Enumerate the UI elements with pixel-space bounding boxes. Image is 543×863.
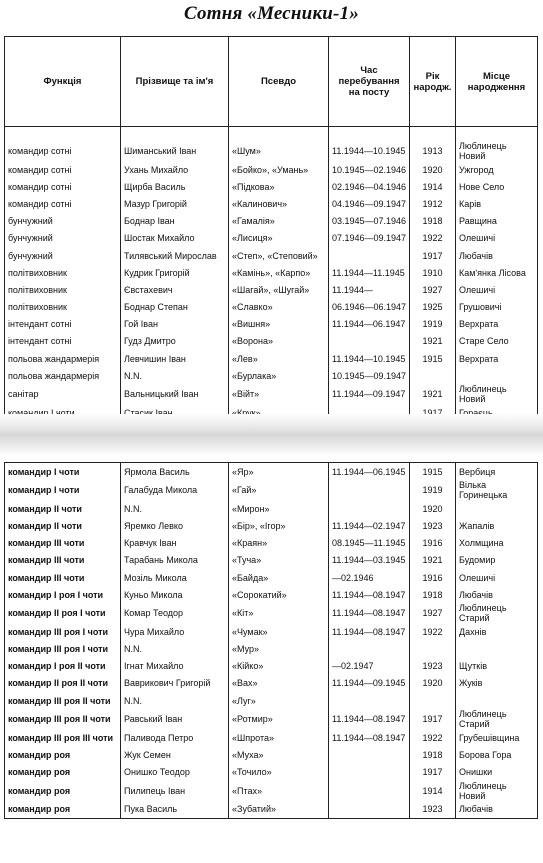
cell-birthplace: Вілька Горинецька <box>456 480 538 500</box>
cell-function: командир ІІІ чоти <box>5 535 121 552</box>
cell-birthplace: Вербиця <box>456 463 538 481</box>
cell-tenure <box>329 692 410 709</box>
cell-birth-year: 1925 <box>410 299 456 316</box>
table-row <box>5 552 538 569</box>
cell-alias: «Сорокатий» <box>229 586 329 603</box>
cell-birthplace: Онишки <box>456 764 538 781</box>
cell-function: командир роя <box>5 801 121 819</box>
cell-birth-year: 1919 <box>410 480 456 500</box>
cell-birth-year: 1918 <box>410 213 456 230</box>
cell-birthplace: Любачів <box>456 586 538 603</box>
cell-birth-year: 1914 <box>410 781 456 801</box>
cell-alias: «Бір», «Ігор» <box>229 517 329 534</box>
cell-birth-year: 1920 <box>410 500 456 517</box>
cell-alias: «Вишня» <box>229 316 329 333</box>
cell-birthplace: Нове Село <box>456 178 538 195</box>
cell-alias: «Вах» <box>229 675 329 692</box>
cell-function: командир сотні <box>5 178 121 195</box>
cell-alias: «Бурлака» <box>229 367 329 384</box>
cell-birth-year: 1910 <box>410 264 456 281</box>
cell-birth-year: 1918 <box>410 746 456 763</box>
cell-function: бунчужний <box>5 247 121 264</box>
table-row <box>5 764 538 781</box>
cell-birth-year: 1917 <box>410 764 456 781</box>
cell-birthplace: Люблинець Новий <box>456 384 538 404</box>
cell-birthplace: Карів <box>456 195 538 212</box>
cell-function: політвиховник <box>5 264 121 281</box>
cell-tenure <box>329 746 410 763</box>
cell-alias: «Байда» <box>229 569 329 586</box>
cell-birth-year <box>410 641 456 658</box>
cell-birth-year: 1921 <box>410 384 456 404</box>
cell-birth-year: 1914 <box>410 178 456 195</box>
cell-function: командир сотні <box>5 195 121 212</box>
cell-alias: «Луг» <box>229 692 329 709</box>
table-row <box>5 586 538 603</box>
cell-birth-year: 1915 <box>410 350 456 367</box>
cell-tenure <box>329 801 410 819</box>
cell-alias: «Лев» <box>229 350 329 367</box>
cell-tenure: 11.1944—08.1947 <box>329 603 410 623</box>
cell-name: Мозіль Микола <box>121 569 229 586</box>
cell-tenure <box>329 500 410 517</box>
cell-birth-year: 1920 <box>410 675 456 692</box>
cell-tenure: 11.1944—02.1947 <box>329 517 410 534</box>
cell-alias: «Туча» <box>229 552 329 569</box>
cell-birth-year: 1923 <box>410 801 456 819</box>
cell-function: командир ІІІ роя І чоти <box>5 623 121 640</box>
cell-name: Левчишин Іван <box>121 350 229 367</box>
cell-birthplace: Любачів <box>456 801 538 819</box>
cell-tenure <box>329 247 410 264</box>
table-row <box>5 264 538 281</box>
cell-tenure: 11.1944—08.1947 <box>329 586 410 603</box>
table-row <box>5 281 538 298</box>
cell-alias: «Точило» <box>229 764 329 781</box>
cell-alias: «Підкова» <box>229 178 329 195</box>
table-row <box>5 480 538 500</box>
cell-tenure: 11.1944—09.1947 <box>329 384 410 404</box>
cell-birth-year: 1913 <box>410 127 456 162</box>
header-function: Функція <box>5 37 121 127</box>
cell-birth-year: 1912 <box>410 195 456 212</box>
cell-tenure <box>329 641 410 658</box>
roster-table-top <box>4 36 538 423</box>
header-birthplace: Місце народження <box>456 37 538 127</box>
cell-alias: «Кіт» <box>229 603 329 623</box>
cell-alias: «Муха» <box>229 746 329 763</box>
cell-function: командир сотні <box>5 161 121 178</box>
cell-function: командир ІІІ роя ІІІ чоти <box>5 729 121 746</box>
table-row <box>5 500 538 517</box>
cell-name: Онишко Теодор <box>121 764 229 781</box>
cell-name: Ухань Михайло <box>121 161 229 178</box>
cell-name: Чура Михайло <box>121 623 229 640</box>
cell-tenure: 10.1945—09.1947 <box>329 367 410 384</box>
cell-name: Шиманський Іван <box>121 127 229 162</box>
cell-alias: «Краян» <box>229 535 329 552</box>
table-row <box>5 623 538 640</box>
cell-name: N.N. <box>121 641 229 658</box>
cell-function: інтендант сотні <box>5 316 121 333</box>
cell-birth-year: 1922 <box>410 729 456 746</box>
cell-alias: «Бойко», «Умань» <box>229 161 329 178</box>
table-row <box>5 299 538 316</box>
cell-birthplace: Ужгород <box>456 161 538 178</box>
cell-tenure: 08.1945—11.1945 <box>329 535 410 552</box>
cell-birthplace: Олешичі <box>456 230 538 247</box>
cell-birth-year: 1922 <box>410 230 456 247</box>
cell-function: командир ІІ роя І чоти <box>5 603 121 623</box>
cell-birthplace: Грушовичі <box>456 299 538 316</box>
cell-function: командир ІІ роя ІІ чоти <box>5 675 121 692</box>
cell-tenure: 11.1944—08.1947 <box>329 729 410 746</box>
cell-birthplace <box>456 367 538 384</box>
table-row <box>5 316 538 333</box>
cell-function: політвиховник <box>5 281 121 298</box>
cell-birth-year: 1918 <box>410 586 456 603</box>
cell-birthplace: Дахнів <box>456 623 538 640</box>
cell-function: польова жандармерія <box>5 350 121 367</box>
cell-name: Шостак Михайло <box>121 230 229 247</box>
cell-function: командир роя <box>5 746 121 763</box>
table-header-row <box>5 37 538 127</box>
cell-tenure: 11.1944—10.1945 <box>329 350 410 367</box>
cell-birthplace <box>456 641 538 658</box>
cell-birthplace: Олешичі <box>456 569 538 586</box>
cell-function: командир роя <box>5 781 121 801</box>
cell-birth-year: 1927 <box>410 281 456 298</box>
table-row <box>5 161 538 178</box>
cell-birthplace: Холмщина <box>456 535 538 552</box>
cell-function: командир І чоти <box>5 463 121 481</box>
table-row <box>5 178 538 195</box>
cell-name: N.N. <box>121 500 229 517</box>
table-row <box>5 603 538 623</box>
cell-birth-year: 1920 <box>410 161 456 178</box>
cell-tenure: 11.1944—09.1945 <box>329 675 410 692</box>
table-row <box>5 569 538 586</box>
cell-alias: «Лисиця» <box>229 230 329 247</box>
cell-birthplace: Олешичі <box>456 281 538 298</box>
cell-name: N.N. <box>121 367 229 384</box>
cell-birth-year <box>410 692 456 709</box>
cell-alias: «Шпрота» <box>229 729 329 746</box>
table-row <box>5 781 538 801</box>
cell-name: Жук Семен <box>121 746 229 763</box>
cell-alias: «Шагай», «Шугай» <box>229 281 329 298</box>
cell-function: політвиховник <box>5 299 121 316</box>
cell-name: Ваврикович Григорій <box>121 675 229 692</box>
cell-function: командир І чоти <box>5 480 121 500</box>
cell-tenure <box>329 333 410 350</box>
cell-name: Пука Василь <box>121 801 229 819</box>
cell-name: Тарабань Микола <box>121 552 229 569</box>
table-row <box>5 247 538 264</box>
cell-birth-year: 1921 <box>410 552 456 569</box>
cell-birth-year: 1917 <box>410 709 456 729</box>
cell-birthplace: Старе Село <box>456 333 538 350</box>
cell-alias: «Калинович» <box>229 195 329 212</box>
table-row <box>5 675 538 692</box>
cell-tenure: 11.1944—11.1945 <box>329 264 410 281</box>
table-row <box>5 517 538 534</box>
table-row <box>5 801 538 819</box>
table-row <box>5 333 538 350</box>
table-row <box>5 230 538 247</box>
cell-name: Вальницький Іван <box>121 384 229 404</box>
cell-function: командир І роя ІІ чоти <box>5 658 121 675</box>
table-row <box>5 350 538 367</box>
cell-alias: «Яр» <box>229 463 329 481</box>
cell-birthplace: Будомир <box>456 552 538 569</box>
cell-birthplace: Жуків <box>456 675 538 692</box>
cell-function: командир ІІІ роя ІІ чоти <box>5 692 121 709</box>
cell-tenure: 07.1946—09.1947 <box>329 230 410 247</box>
cell-alias: «Війт» <box>229 384 329 404</box>
cell-function: командир роя <box>5 764 121 781</box>
cell-birthplace: Верхрата <box>456 316 538 333</box>
cell-birth-year: 1927 <box>410 603 456 623</box>
cell-birthplace: Щутків <box>456 658 538 675</box>
cell-tenure: 11.1944—06.1945 <box>329 463 410 481</box>
cell-tenure: —02.1947 <box>329 658 410 675</box>
cell-function: санітар <box>5 384 121 404</box>
table-row <box>5 692 538 709</box>
roster-table-bottom <box>4 462 538 819</box>
table-row <box>5 641 538 658</box>
cell-function: інтендант сотні <box>5 333 121 350</box>
cell-name: Тилявський Мирослав <box>121 247 229 264</box>
cell-alias: «Шум» <box>229 127 329 162</box>
cell-tenure: 02.1946—04.1946 <box>329 178 410 195</box>
cell-birth-year: 1916 <box>410 535 456 552</box>
cell-birth-year: 1916 <box>410 569 456 586</box>
page-fold-divider <box>0 414 543 456</box>
cell-tenure <box>329 781 410 801</box>
cell-name: Мазур Григорій <box>121 195 229 212</box>
header-alias: Псевдо <box>229 37 329 127</box>
table-row <box>5 746 538 763</box>
page-title: Сотня «Месники-1» <box>184 3 359 24</box>
cell-function: командир ІІІ чоти <box>5 569 121 586</box>
cell-function: командир ІІ чоти <box>5 500 121 517</box>
table-row <box>5 709 538 729</box>
cell-birthplace: Борова Гора <box>456 746 538 763</box>
table-row <box>5 367 538 384</box>
cell-name: Кравчук Іван <box>121 535 229 552</box>
cell-name: N.N. <box>121 692 229 709</box>
cell-name: Ігнат Михайло <box>121 658 229 675</box>
cell-alias: «Степ», «Степовий» <box>229 247 329 264</box>
cell-birthplace: Верхрата <box>456 350 538 367</box>
cell-function: польова жандармерія <box>5 367 121 384</box>
cell-function: бунчужний <box>5 213 121 230</box>
table-row <box>5 127 538 162</box>
cell-function: командир сотні <box>5 127 121 162</box>
cell-function: командир ІІІ роя ІІ чоти <box>5 709 121 729</box>
cell-tenure: 10.1945—02.1946 <box>329 161 410 178</box>
table-row <box>5 213 538 230</box>
cell-birth-year: 1915 <box>410 463 456 481</box>
cell-function: командир ІІІ роя І чоти <box>5 641 121 658</box>
table-row <box>5 535 538 552</box>
cell-tenure <box>329 480 410 500</box>
cell-tenure: 11.1944—03.1945 <box>329 552 410 569</box>
cell-name: Боднар Степан <box>121 299 229 316</box>
cell-tenure: 11.1944—06.1947 <box>329 316 410 333</box>
cell-alias: «Славко» <box>229 299 329 316</box>
cell-birth-year: 1923 <box>410 517 456 534</box>
header-tenure: Час перебування на посту <box>329 37 410 127</box>
cell-birth-year: 1923 <box>410 658 456 675</box>
cell-birthplace: Грубешівщина <box>456 729 538 746</box>
cell-name: Щирба Василь <box>121 178 229 195</box>
table-row <box>5 463 538 481</box>
cell-name: Гой Іван <box>121 316 229 333</box>
cell-function: командир ІІІ чоти <box>5 552 121 569</box>
cell-birthplace: Любачів <box>456 247 538 264</box>
cell-alias: «Ворона» <box>229 333 329 350</box>
cell-tenure: 11.1944—08.1947 <box>329 623 410 640</box>
cell-alias: «Мур» <box>229 641 329 658</box>
cell-birth-year: 1917 <box>410 247 456 264</box>
cell-name: Паливода Петро <box>121 729 229 746</box>
cell-birth-year: 1919 <box>410 316 456 333</box>
table-row <box>5 729 538 746</box>
cell-birth-year: 1921 <box>410 333 456 350</box>
cell-function: командир ІІ чоти <box>5 517 121 534</box>
cell-tenure: 04.1946—09.1947 <box>329 195 410 212</box>
cell-birthplace: Люблинець Старий <box>456 603 538 623</box>
cell-alias: «Гамалія» <box>229 213 329 230</box>
cell-name: Галабуда Микола <box>121 480 229 500</box>
cell-tenure: 11.1944—10.1945 <box>329 127 410 162</box>
cell-birthplace: Равщина <box>456 213 538 230</box>
cell-alias: «Мирон» <box>229 500 329 517</box>
table-row <box>5 384 538 404</box>
cell-name: Куньо Микола <box>121 586 229 603</box>
cell-birthplace: Кам'янка Лісова <box>456 264 538 281</box>
cell-tenure: —02.1946 <box>329 569 410 586</box>
cell-name: Яремко Левко <box>121 517 229 534</box>
table-row <box>5 658 538 675</box>
cell-name: Гудз Дмитро <box>121 333 229 350</box>
cell-birthplace: Жапалів <box>456 517 538 534</box>
cell-tenure: 11.1944—08.1947 <box>329 709 410 729</box>
cell-birth-year <box>410 367 456 384</box>
cell-tenure: 03.1945—07.1946 <box>329 213 410 230</box>
cell-alias: «Камінь», «Карпо» <box>229 264 329 281</box>
cell-birthplace: Люблинець Старий <box>456 709 538 729</box>
header-name: Прізвище та ім'я <box>121 37 229 127</box>
cell-birthplace <box>456 500 538 517</box>
cell-birthplace <box>456 692 538 709</box>
cell-birthplace: Люблинець Новий <box>456 781 538 801</box>
cell-birthplace: Люблинець Новий <box>456 127 538 162</box>
cell-alias: «Зубатий» <box>229 801 329 819</box>
cell-alias: «Кійко» <box>229 658 329 675</box>
cell-name: Пилипець Іван <box>121 781 229 801</box>
cell-alias: «Чумак» <box>229 623 329 640</box>
cell-name: Равський Іван <box>121 709 229 729</box>
cell-alias: «Гай» <box>229 480 329 500</box>
cell-name: Євстахевич <box>121 281 229 298</box>
cell-function: бунчужний <box>5 230 121 247</box>
cell-name: Кудрик Григорій <box>121 264 229 281</box>
cell-alias: «Птах» <box>229 781 329 801</box>
cell-name: Боднар Іван <box>121 213 229 230</box>
cell-birth-year: 1922 <box>410 623 456 640</box>
cell-tenure: 06.1946—06.1947 <box>329 299 410 316</box>
cell-alias: «Ротмир» <box>229 709 329 729</box>
cell-tenure: 11.1944— <box>329 281 410 298</box>
header-birth-year: Рік народж. <box>410 37 456 127</box>
table-row <box>5 195 538 212</box>
cell-function: командир І роя І чоти <box>5 586 121 603</box>
cell-name: Ярмола Василь <box>121 463 229 481</box>
cell-name: Комар Теодор <box>121 603 229 623</box>
cell-tenure <box>329 764 410 781</box>
